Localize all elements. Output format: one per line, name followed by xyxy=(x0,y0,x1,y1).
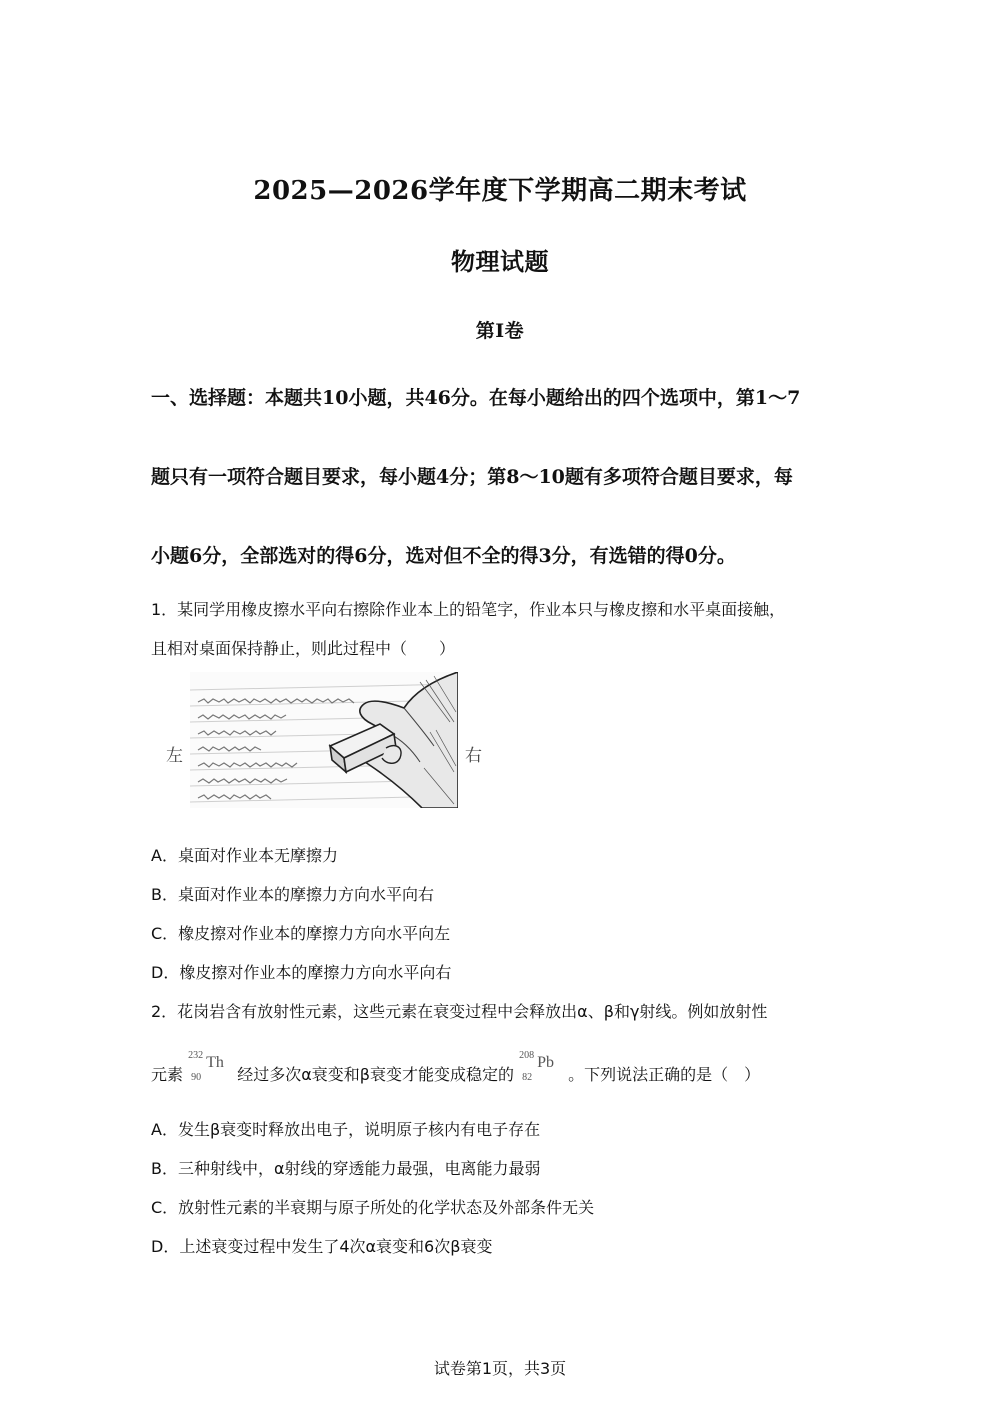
nuclide-thorium xyxy=(188,1050,232,1084)
q1-stem-line1: 1．某同学用橡皮擦水平向右擦除作业本上的铅笔字，作业本只与橡皮擦和水平桌面接触， xyxy=(151,600,786,619)
q2-option-c: C．放射性元素的半衰期与原子所处的化学状态及外部条件无关 xyxy=(151,1198,595,1217)
q1-option-b: B．桌面对作业本的摩擦力方向水平向右 xyxy=(151,885,434,904)
q1-option-a: A．桌面对作业本无摩擦力 xyxy=(151,846,338,865)
q1-stem-line2: 且相对桌面保持静止，则此过程中（ ） xyxy=(151,639,456,658)
q1-option-d: D．橡皮擦对作业本的摩擦力方向水平向右 xyxy=(151,963,452,982)
q2-stem-prefix: 元素 xyxy=(151,1065,184,1084)
q2-option-d: D．上述衰变过程中发生了4次α衰变和6次β衰变 xyxy=(151,1237,493,1256)
q2-stem-suffix: 。下列说法正确的是（ ） xyxy=(568,1065,761,1084)
figure-right-label: 右 xyxy=(465,746,482,766)
subject-title: 物理试题 xyxy=(451,247,549,276)
q2-stem-line2 xyxy=(151,1050,760,1085)
q1-option-c: C．橡皮擦对作业本的摩擦力方向水平向左 xyxy=(151,924,451,943)
eraser-notebook-illustration xyxy=(190,672,458,808)
thorium-mass-number: 232 xyxy=(188,1050,204,1061)
q2-option-b: B．三种射线中，α射线的穿透能力最强，电离能力最弱 xyxy=(151,1159,541,1178)
section-instructions-line2: 题只有一项符合题目要求，每小题4分；第8～10题有多项符合题目要求，每 xyxy=(151,466,793,488)
thorium-symbol: Th xyxy=(206,1054,224,1071)
section-instructions-line3: 小题6分，全部选对的得6分，选对但不全的得3分，有选错的得0分。 xyxy=(151,545,736,567)
lead-atomic-number: 82 xyxy=(522,1072,533,1083)
thorium-atomic-number: 90 xyxy=(191,1072,202,1083)
volume-title: 第Ⅰ卷 xyxy=(475,320,525,342)
figure-left-label: 左 xyxy=(166,746,183,766)
q2-option-a: A．发生β衰变时释放出电子，说明原子核内有电子存在 xyxy=(151,1120,541,1139)
exam-title: 2025—2026学年度下学期高二期末考试 xyxy=(253,176,747,206)
q2-stem-line1: 2．花岗岩含有放射性元素，这些元素在衰变过程中会释放出α、β和γ射线。例如放射性 xyxy=(151,1002,768,1021)
nuclide-lead xyxy=(519,1050,563,1084)
section-instructions-line1: 一、选择题：本题共10小题，共46分。在每小题给出的四个选项中，第1～7 xyxy=(151,387,801,409)
lead-symbol: Pb xyxy=(537,1054,554,1071)
q2-stem-middle: 经过多次α衰变和β衰变才能变成稳定的 xyxy=(237,1065,514,1084)
lead-mass-number: 208 xyxy=(519,1050,535,1061)
page-footer: 试卷第1页，共3页 xyxy=(433,1359,567,1378)
